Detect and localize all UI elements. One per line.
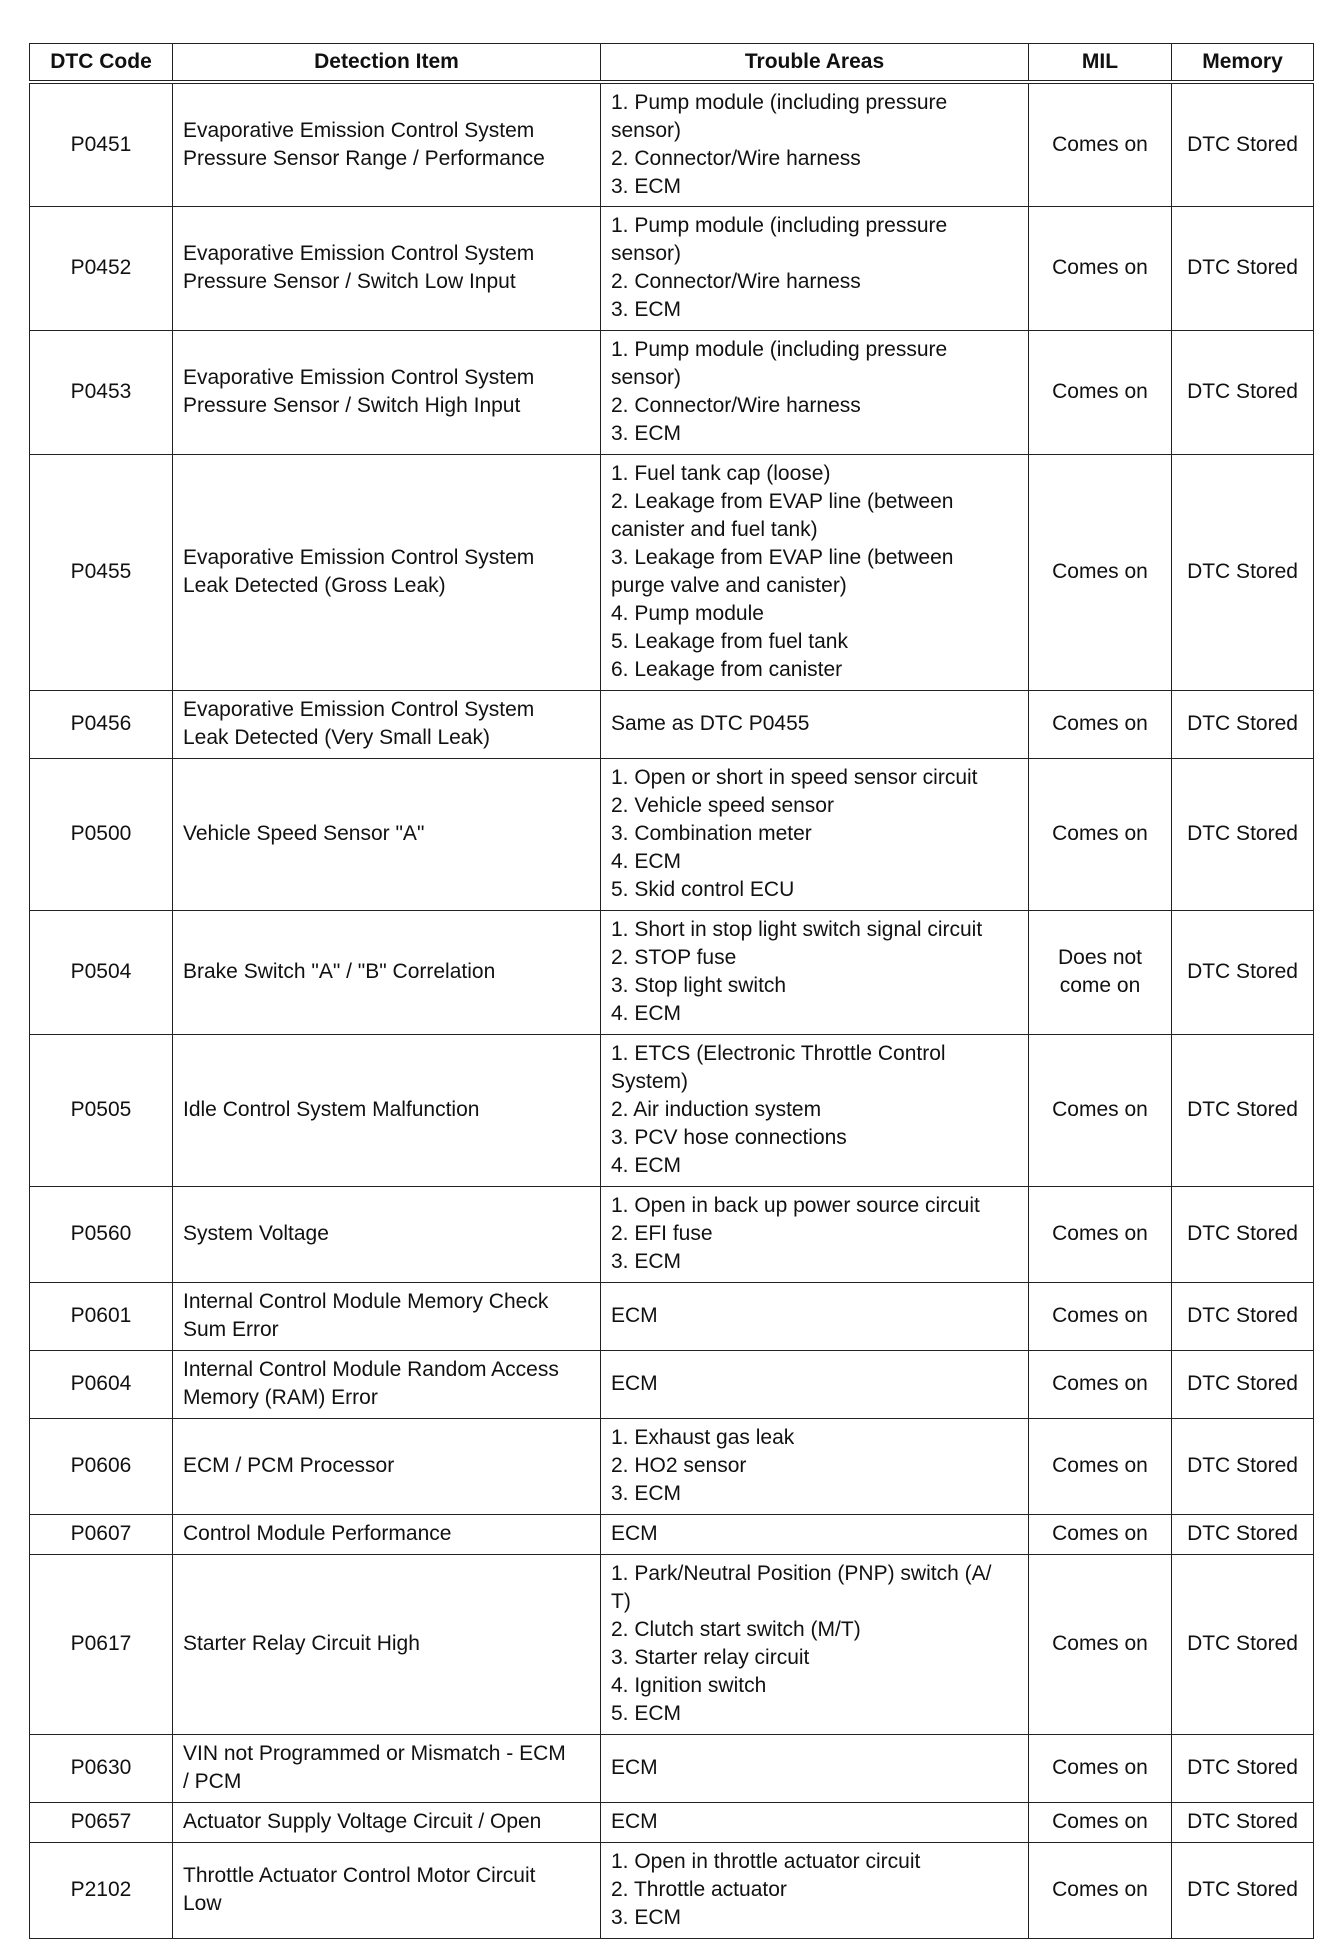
trouble-areas-cell-line: 2. Connector/Wire harness	[611, 394, 861, 417]
trouble-areas-cell-line: 1. Open in throttle actuator circuit	[611, 1850, 921, 1873]
trouble-areas-cell-line: 1. Pump module (including pressure	[611, 214, 948, 237]
mil-cell-line: Comes on	[1052, 1522, 1148, 1545]
trouble-areas-cell-line: ECM	[611, 1756, 658, 1779]
mil-cell-line: Does not	[1057, 946, 1143, 969]
trouble-areas-cell-line: 3. ECM	[611, 1250, 682, 1273]
trouble-areas-cell-line: 2. STOP fuse	[611, 946, 737, 969]
mil-cell-line: Comes on	[1052, 256, 1148, 279]
trouble-areas-cell-line: purge valve and canister)	[611, 574, 847, 597]
header-detection-item: Detection Item	[173, 44, 601, 83]
detection-item-cell	[173, 1186, 601, 1282]
memory-cell: DTC Stored	[1172, 1842, 1314, 1938]
trouble-areas-cell-line: 1. Fuel tank cap (loose)	[611, 462, 831, 485]
trouble-areas-cell-line: 5. Leakage from fuel tank	[611, 630, 848, 653]
detection-item-cell-line: VIN not Programmed or Mismatch - ECM	[183, 1742, 566, 1765]
trouble-areas-cell-line: 4. ECM	[611, 850, 682, 873]
detection-item-cell	[173, 1842, 601, 1938]
detection-item-cell-line: Internal Control Module Memory Check	[183, 1290, 549, 1313]
trouble-areas-cell-line: 1. Park/Neutral Position (PNP) switch (A/	[611, 1562, 992, 1585]
mil-cell	[1029, 910, 1172, 1034]
trouble-areas-cell-line: 4. Pump module	[611, 602, 764, 625]
detection-item-cell	[173, 1734, 601, 1802]
dtc-code-cell: P0601	[30, 1282, 173, 1350]
detection-item-cell-line: Pressure Sensor / Switch High Input	[183, 394, 521, 417]
detection-item-cell-line: Evaporative Emission Control System	[183, 242, 535, 265]
detection-item-cell	[173, 1514, 601, 1554]
trouble-areas-cell-line: 1. Pump module (including pressure	[611, 338, 948, 361]
trouble-areas-cell-line: sensor)	[611, 118, 682, 142]
trouble-areas-cell-line: 5. Skid control ECU	[611, 878, 795, 901]
trouble-areas-cell-line: ECM	[611, 1372, 658, 1395]
trouble-areas-cell-line: sensor)	[611, 242, 682, 265]
mil-cell	[1029, 1554, 1172, 1734]
trouble-areas-cell	[601, 1802, 1029, 1842]
mil-cell	[1029, 690, 1172, 758]
table-row	[30, 690, 1314, 758]
table-row	[30, 758, 1314, 910]
dtc-code-cell: P0456	[30, 690, 173, 758]
detection-item-cell	[173, 910, 601, 1034]
memory-cell: DTC Stored	[1172, 758, 1314, 910]
trouble-areas-cell-line: 1. Open or short in speed sensor circuit	[611, 766, 978, 789]
mil-cell	[1029, 1418, 1172, 1514]
memory-cell: DTC Stored	[1172, 1282, 1314, 1350]
table-row	[30, 330, 1314, 454]
table-row	[30, 1554, 1314, 1734]
mil-cell	[1029, 1734, 1172, 1802]
memory-cell: DTC Stored	[1172, 206, 1314, 330]
memory-cell: DTC Stored	[1172, 1350, 1314, 1418]
trouble-areas-cell	[601, 330, 1029, 454]
mil-cell	[1029, 1842, 1172, 1938]
header-trouble-areas: Trouble Areas	[601, 44, 1029, 83]
trouble-areas-cell	[601, 1842, 1029, 1938]
detection-item-cell	[173, 1554, 601, 1734]
header-mil: MIL	[1029, 44, 1172, 83]
table-row	[30, 1034, 1314, 1186]
table-row	[30, 1282, 1314, 1350]
mil-cell-line: Comes on	[1052, 1756, 1148, 1779]
detection-item-cell-line: Idle Control System Malfunction	[183, 1098, 480, 1121]
trouble-areas-cell-line: 3. ECM	[611, 174, 682, 198]
trouble-areas-cell-line: 3. Starter relay circuit	[611, 1646, 810, 1669]
table-row	[30, 1418, 1314, 1514]
trouble-areas-cell-line: 2. EFI fuse	[611, 1222, 713, 1245]
trouble-areas-cell-line: 4. Ignition switch	[611, 1674, 767, 1697]
detection-item-cell-line: Pressure Sensor Range / Performance	[183, 146, 545, 170]
trouble-areas-cell-line: 2. Connector/Wire harness	[611, 146, 861, 170]
mil-cell	[1029, 454, 1172, 690]
detection-item-cell-line: Evaporative Emission Control System	[183, 118, 535, 142]
memory-cell: DTC Stored	[1172, 1418, 1314, 1514]
trouble-areas-cell-line: 3. Combination meter	[611, 822, 812, 845]
trouble-areas-cell-line: 4. ECM	[611, 1154, 682, 1177]
mil-cell	[1029, 1802, 1172, 1842]
memory-cell: DTC Stored	[1172, 330, 1314, 454]
detection-item-cell-line: Low	[183, 1892, 222, 1915]
mil-cell-line: Comes on	[1052, 380, 1148, 403]
dtc-code-cell: P0500	[30, 758, 173, 910]
detection-item-cell	[173, 758, 601, 910]
trouble-areas-cell	[601, 1282, 1029, 1350]
trouble-areas-cell-line: 2. Vehicle speed sensor	[611, 794, 834, 817]
detection-item-cell-line: Brake Switch "A" / "B" Correlation	[183, 960, 496, 983]
trouble-areas-cell	[601, 206, 1029, 330]
memory-cell: DTC Stored	[1172, 1186, 1314, 1282]
mil-cell	[1029, 206, 1172, 330]
trouble-areas-cell-line: 3. PCV hose connections	[611, 1126, 847, 1149]
header-dtc-code: DTC Code	[30, 44, 173, 83]
detection-item-cell-line: System Voltage	[183, 1222, 329, 1245]
detection-item-cell	[173, 1350, 601, 1418]
detection-item-cell	[173, 1034, 601, 1186]
table-row	[30, 910, 1314, 1034]
table-row	[30, 1514, 1314, 1554]
mil-cell-line: Comes on	[1052, 822, 1148, 845]
trouble-areas-cell	[601, 910, 1029, 1034]
trouble-areas-cell-line: 2. HO2 sensor	[611, 1454, 747, 1477]
trouble-areas-cell-line: 2. Connector/Wire harness	[611, 270, 861, 293]
trouble-areas-cell-line: 2. Leakage from EVAP line (between	[611, 490, 954, 513]
trouble-areas-cell-line: 5. ECM	[611, 1702, 682, 1725]
dtc-code-cell: P0451	[30, 82, 173, 206]
header-row	[30, 44, 1314, 83]
mil-cell-line: Comes on	[1052, 1222, 1148, 1245]
trouble-areas-cell	[601, 454, 1029, 690]
dtc-code-cell: P0606	[30, 1418, 173, 1514]
trouble-areas-cell-line: 4. ECM	[611, 1002, 682, 1025]
trouble-areas-cell	[601, 1554, 1029, 1734]
detection-item-cell-line: Evaporative Emission Control System	[183, 546, 535, 569]
table-row	[30, 1186, 1314, 1282]
mil-cell-line: Comes on	[1052, 1878, 1148, 1901]
mil-cell	[1029, 1282, 1172, 1350]
memory-cell: DTC Stored	[1172, 454, 1314, 690]
memory-cell: DTC Stored	[1172, 690, 1314, 758]
memory-cell: DTC Stored	[1172, 1554, 1314, 1734]
mil-cell-line: Comes on	[1052, 1454, 1148, 1477]
memory-cell: DTC Stored	[1172, 1734, 1314, 1802]
table-row	[30, 1802, 1314, 1842]
trouble-areas-cell-line: 1. ETCS (Electronic Throttle Control	[611, 1042, 946, 1065]
detection-item-cell-line: Evaporative Emission Control System	[183, 698, 535, 721]
dtc-code-cell: P0560	[30, 1186, 173, 1282]
detection-item-cell-line: Pressure Sensor / Switch Low Input	[183, 270, 516, 293]
detection-item-cell-line: Evaporative Emission Control System	[183, 366, 535, 389]
trouble-areas-cell	[601, 1418, 1029, 1514]
dtc-code-cell: P0617	[30, 1554, 173, 1734]
trouble-areas-cell	[601, 1734, 1029, 1802]
table-row	[30, 1734, 1314, 1802]
trouble-areas-cell-line: System)	[611, 1070, 689, 1093]
detection-item-cell-line: / PCM	[183, 1770, 242, 1793]
trouble-areas-cell-line: T)	[611, 1590, 631, 1613]
trouble-areas-cell-line: ECM	[611, 1304, 658, 1327]
memory-cell: DTC Stored	[1172, 1034, 1314, 1186]
trouble-areas-cell	[601, 1186, 1029, 1282]
table-row	[30, 206, 1314, 330]
trouble-areas-cell-line: 1. Short in stop light switch signal circuit	[611, 918, 983, 941]
table-row	[30, 454, 1314, 690]
detection-item-cell-line: Vehicle Speed Sensor "A"	[183, 822, 425, 845]
mil-cell	[1029, 1350, 1172, 1418]
trouble-areas-cell-line: canister and fuel tank)	[611, 518, 818, 541]
mil-cell	[1029, 1034, 1172, 1186]
trouble-areas-cell-line: 6. Leakage from canister	[611, 658, 843, 681]
dtc-code-cell: P0657	[30, 1802, 173, 1842]
detection-item-cell-line: Starter Relay Circuit High	[183, 1632, 420, 1655]
table-row	[30, 1842, 1314, 1938]
trouble-areas-cell-line: 3. ECM	[611, 422, 682, 445]
trouble-areas-cell-line: 1. Open in back up power source circuit	[611, 1194, 980, 1217]
memory-cell: DTC Stored	[1172, 1514, 1314, 1554]
trouble-areas-cell-line: 2. Clutch start switch (M/T)	[611, 1618, 861, 1641]
detection-item-cell-line: Leak Detected (Very Small Leak)	[183, 726, 490, 749]
trouble-areas-cell-line: sensor)	[611, 366, 682, 389]
detection-item-cell-line: Throttle Actuator Control Motor Circuit	[183, 1864, 536, 1887]
header-memory: Memory	[1172, 44, 1314, 83]
mil-cell-line: Comes on	[1052, 1372, 1148, 1395]
trouble-areas-cell-line: ECM	[611, 1522, 658, 1545]
dtc-code-cell: P0453	[30, 330, 173, 454]
trouble-areas-cell-line: Same as DTC P0455	[611, 712, 810, 735]
detection-item-cell	[173, 454, 601, 690]
mil-cell	[1029, 1514, 1172, 1554]
detection-item-cell	[173, 82, 601, 206]
detection-item-cell-line: ECM / PCM Processor	[183, 1454, 395, 1477]
mil-cell-line: Comes on	[1052, 712, 1148, 735]
memory-cell: DTC Stored	[1172, 1802, 1314, 1842]
trouble-areas-cell	[601, 82, 1029, 206]
detection-item-cell-line: Sum Error	[183, 1318, 279, 1341]
detection-item-cell	[173, 1418, 601, 1514]
mil-cell-line: Comes on	[1052, 1304, 1148, 1327]
detection-item-cell-line: Control Module Performance	[183, 1522, 452, 1545]
detection-item-cell	[173, 330, 601, 454]
detection-item-cell-line: Leak Detected (Gross Leak)	[183, 574, 446, 597]
mil-cell-line: Comes on	[1052, 1810, 1148, 1833]
mil-cell-line: Comes on	[1052, 560, 1148, 583]
dtc-code-cell: P0452	[30, 206, 173, 330]
table-row	[30, 1350, 1314, 1418]
trouble-areas-cell-line: 2. Throttle actuator	[611, 1878, 787, 1901]
mil-cell	[1029, 758, 1172, 910]
trouble-areas-cell	[601, 758, 1029, 910]
dtc-code-cell: P0455	[30, 454, 173, 690]
dtc-table	[29, 43, 1314, 1939]
mil-cell-line: Comes on	[1052, 1098, 1148, 1121]
mil-cell-line: come on	[1059, 974, 1141, 997]
memory-cell: DTC Stored	[1172, 910, 1314, 1034]
dtc-code-cell: P0604	[30, 1350, 173, 1418]
trouble-areas-cell-line: 1. Pump module (including pressure	[611, 90, 948, 114]
dtc-code-cell: P0607	[30, 1514, 173, 1554]
detection-item-cell	[173, 690, 601, 758]
trouble-areas-cell-line: 3. ECM	[611, 1482, 682, 1505]
mil-cell-line: Comes on	[1052, 132, 1148, 156]
trouble-areas-cell	[601, 1034, 1029, 1186]
detection-item-cell	[173, 1802, 601, 1842]
mil-cell	[1029, 1186, 1172, 1282]
dtc-table-header	[30, 44, 1314, 83]
trouble-areas-cell-line: 3. ECM	[611, 1906, 682, 1929]
dtc-code-cell: P0505	[30, 1034, 173, 1186]
dtc-code-cell: P0504	[30, 910, 173, 1034]
trouble-areas-cell-line: ECM	[611, 1810, 658, 1833]
table-row	[30, 82, 1314, 206]
trouble-areas-cell	[601, 1350, 1029, 1418]
memory-cell: DTC Stored	[1172, 82, 1314, 206]
detection-item-cell	[173, 1282, 601, 1350]
trouble-areas-cell-line: 3. ECM	[611, 298, 682, 321]
trouble-areas-cell	[601, 690, 1029, 758]
detection-item-cell-line: Internal Control Module Random Access	[183, 1358, 559, 1381]
mil-cell-line: Comes on	[1052, 1632, 1148, 1655]
detection-item-cell-line: Memory (RAM) Error	[183, 1386, 378, 1409]
mil-cell	[1029, 82, 1172, 206]
detection-item-cell-line: Actuator Supply Voltage Circuit / Open	[183, 1810, 542, 1833]
trouble-areas-cell-line: 3. Stop light switch	[611, 974, 787, 997]
mil-cell	[1029, 330, 1172, 454]
dtc-table-body	[30, 82, 1314, 1938]
dtc-code-cell: P0630	[30, 1734, 173, 1802]
trouble-areas-cell-line: 3. Leakage from EVAP line (between	[611, 546, 954, 569]
detection-item-cell	[173, 206, 601, 330]
trouble-areas-cell-line: 2. Air induction system	[611, 1098, 822, 1121]
trouble-areas-cell-line: 1. Exhaust gas leak	[611, 1426, 795, 1449]
trouble-areas-cell	[601, 1514, 1029, 1554]
dtc-code-cell: P2102	[30, 1842, 173, 1938]
